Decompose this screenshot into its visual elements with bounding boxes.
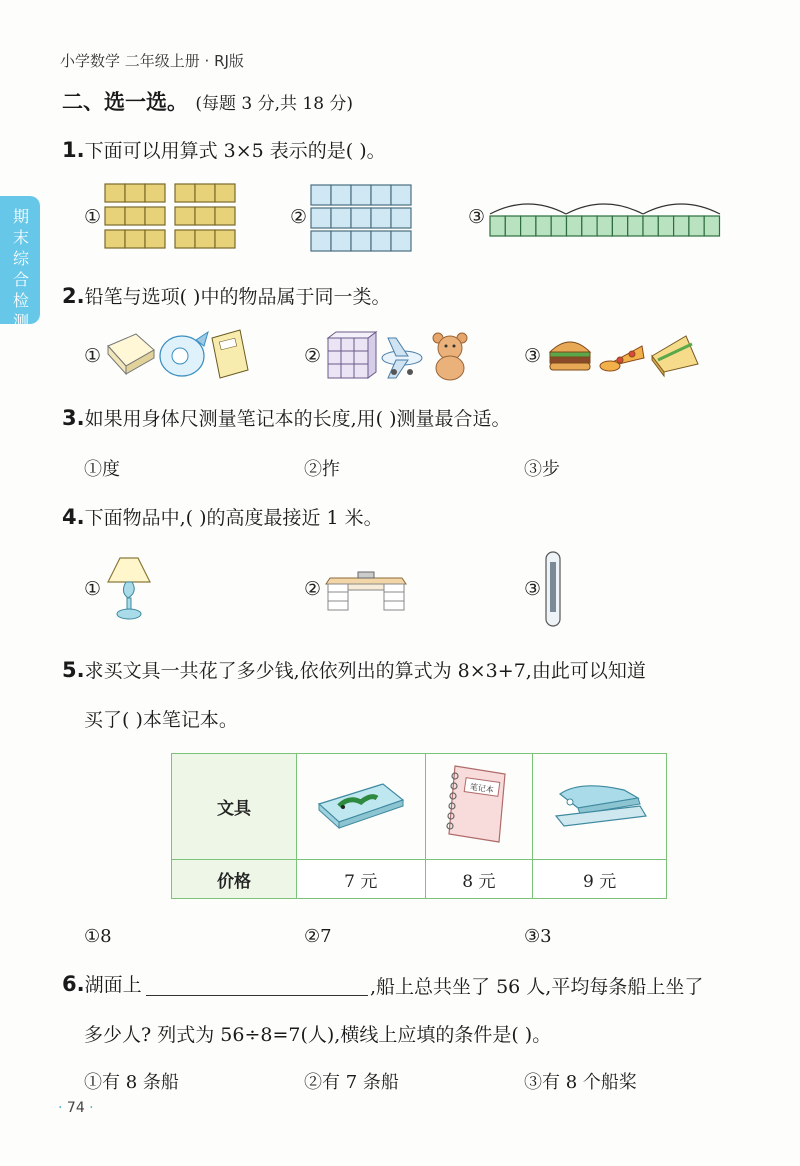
price-cell: 8 元 (425, 860, 533, 899)
question-1 (62, 136, 386, 163)
option-marker: ② (304, 345, 322, 367)
question-text-part2: ,船上总共坐了 56 人,平均每条船上坐了 (370, 976, 704, 998)
price-cell: 9 元 (533, 860, 667, 899)
airplane-icon (382, 338, 422, 378)
notebook-label: 笔记本 (469, 782, 495, 795)
pizza-icon (600, 346, 644, 371)
notebook-cell (425, 754, 533, 860)
option-marker: ③ (524, 578, 542, 600)
question-2 (62, 282, 390, 309)
side-tab-label: 期末综合检测 (12, 207, 29, 331)
option-marker: ③ (468, 206, 486, 228)
option-marker: ③ (524, 345, 542, 367)
hamburger-icon (550, 342, 590, 370)
yellow-blocks-figure (104, 182, 238, 252)
blue-grid-figure (310, 184, 414, 254)
page-number-value: 74 (66, 1100, 85, 1116)
question-6 (62, 970, 142, 997)
sandwich-icon (652, 336, 698, 376)
option-2: ②有 7 条船 (304, 1072, 399, 1093)
option-marker: ② (304, 578, 322, 600)
stapler-cell (533, 754, 667, 860)
option-marker: ① (84, 345, 102, 367)
table-row (172, 860, 667, 899)
question-text: 下面物品中,( )的高度最接近 1 米。 (84, 507, 383, 529)
option-2: ②拃 (304, 459, 340, 480)
question-text-line2: 买了( )本笔记本。 (84, 709, 238, 731)
question-text-part1: 湖面上 (84, 974, 142, 996)
section-title (62, 86, 353, 116)
number-line-jumps-figure (488, 192, 728, 242)
question-number: 3. (62, 406, 85, 430)
toys-group-figure (326, 328, 476, 382)
table-header-stationery: 文具 (172, 754, 297, 860)
question-text-line2: 多少人? 列式为 56÷8=7(人),横线上应填的条件是( )。 (84, 1024, 552, 1046)
option-2: ②7 (304, 926, 332, 947)
page-number: · 74 · (58, 1100, 94, 1116)
food-group-figure (546, 330, 702, 378)
question-text-line1: 求买文具一共花了多少钱,依依列出的算式为 8×3+7,由此可以知道 (84, 660, 646, 682)
tower-fan-icon (544, 550, 564, 630)
table-row (172, 754, 667, 860)
notebook-icon (439, 760, 519, 848)
question-3 (62, 404, 511, 431)
teddy-bear-icon (433, 333, 467, 380)
option-1: ①有 8 条船 (84, 1072, 179, 1093)
option-marker: ① (84, 206, 102, 228)
question-number: 1. (62, 138, 85, 162)
desk-icon (324, 568, 408, 614)
question-text: 下面可以用算式 3×5 表示的是( )。 (84, 140, 386, 162)
option-marker: ② (290, 206, 308, 228)
section-score-note: (每题 3 分,共 18 分) (195, 94, 354, 114)
eraser-icon (108, 334, 154, 374)
question-number: 2. (62, 284, 85, 308)
price-table (171, 753, 667, 899)
pencil-case-icon (313, 774, 409, 834)
option-3: ③有 8 个船桨 (524, 1072, 637, 1093)
stationery-group-figure (104, 326, 254, 382)
question-text: 如果用身体尺测量笔记本的长度,用( )测量最合适。 (84, 408, 511, 430)
rubiks-cube-icon (328, 332, 376, 378)
option-marker: ① (84, 578, 102, 600)
option-3: ③步 (524, 459, 560, 480)
answer-blank-line[interactable] (146, 995, 368, 996)
side-tab (0, 196, 40, 331)
price-cell: 7 元 (297, 860, 426, 899)
table-header-price: 价格 (172, 860, 297, 899)
option-1: ①度 (84, 459, 120, 480)
correction-tape-icon (160, 332, 208, 376)
option-3: ③3 (524, 926, 552, 947)
question-5 (62, 656, 646, 683)
question-number: 4. (62, 505, 85, 529)
pencil-case-cell (297, 754, 426, 860)
question-4 (62, 503, 383, 530)
question-text: 铅笔与选项( )中的物品属于同一类。 (84, 286, 391, 308)
section-title-text: 二、选一选。 (62, 90, 188, 114)
question-number: 6. (62, 972, 85, 996)
option-1: ①8 (84, 926, 112, 947)
question-number: 5. (62, 658, 85, 682)
running-header: 小学数学 二年级上册 · RJ版 (60, 52, 244, 70)
stapler-icon (550, 772, 650, 836)
table-lamp-icon (104, 556, 154, 622)
notebook-icon (212, 330, 248, 378)
